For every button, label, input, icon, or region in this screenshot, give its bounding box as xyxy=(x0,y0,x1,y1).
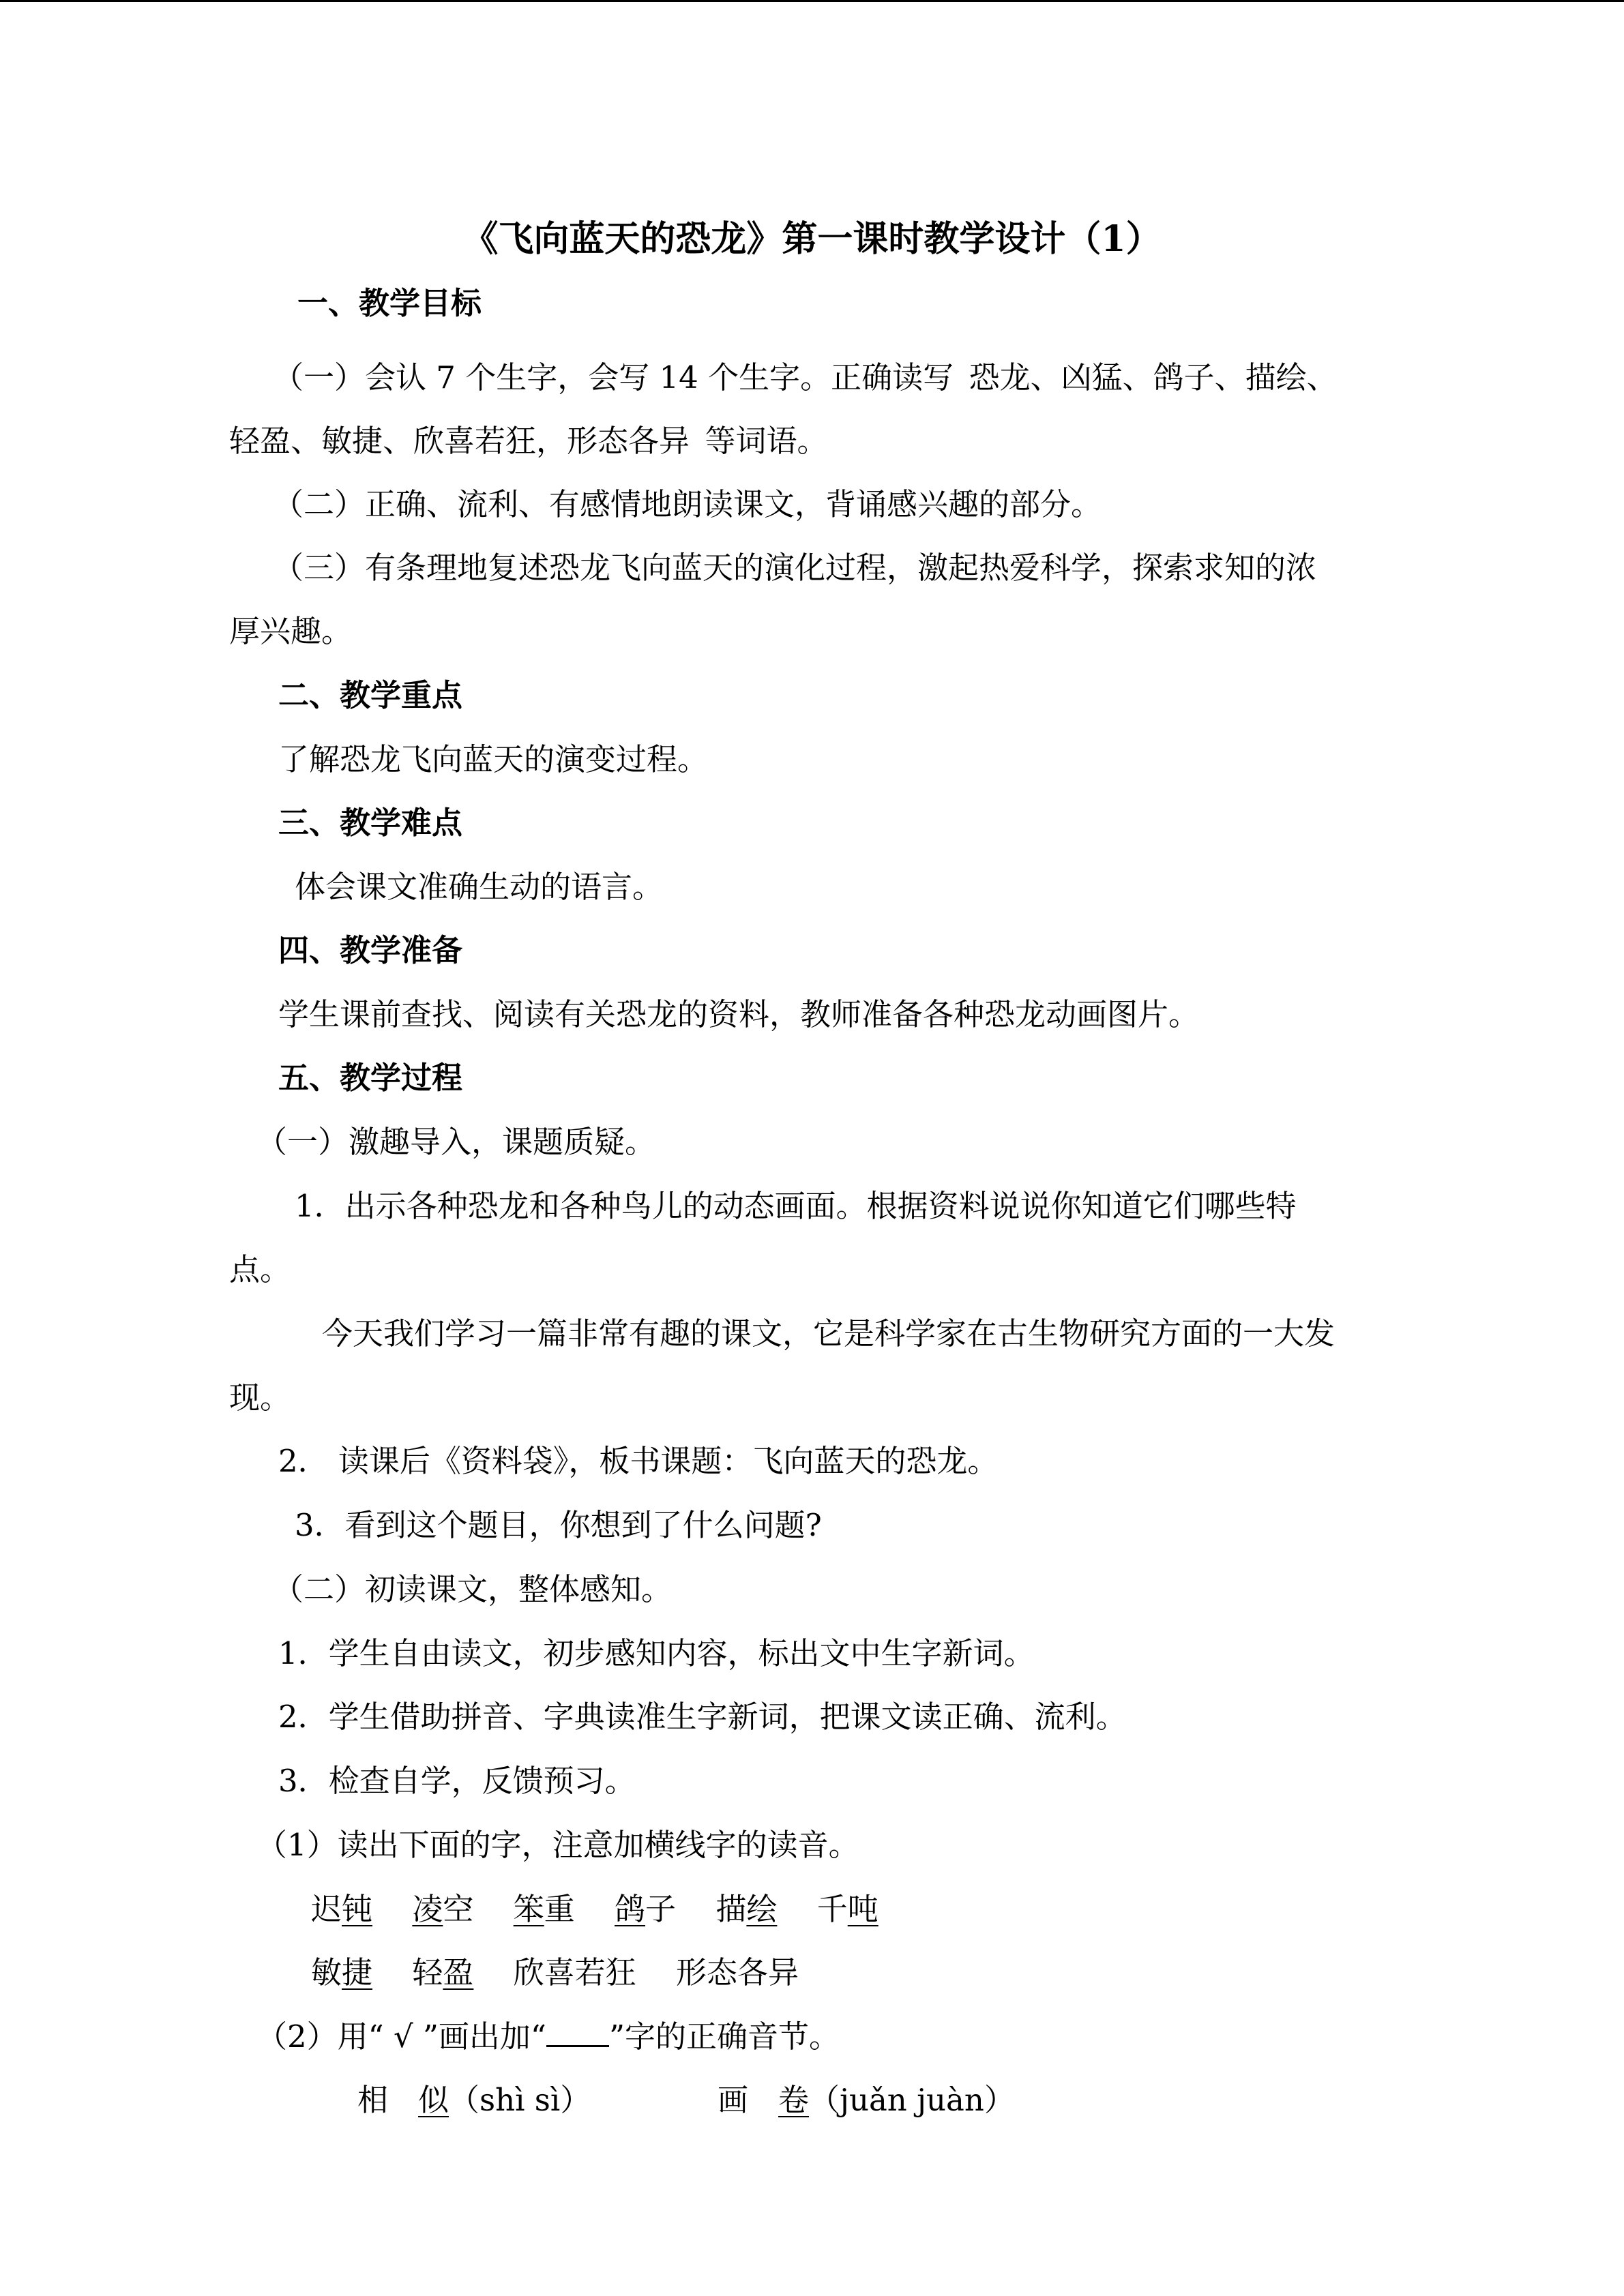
heading-teaching-goals: 一、教学目标 xyxy=(297,285,482,321)
heading-difficulties: 三、教学难点 xyxy=(278,805,463,841)
section-1-step-3: 3．看到这个题目，你想到了什么问题? xyxy=(295,1507,822,1543)
word-item xyxy=(715,1890,777,1928)
underlined-char: 绘 xyxy=(746,1891,778,1927)
word-char: 重 xyxy=(544,1891,575,1927)
pinyin-char: 相 xyxy=(357,2082,389,2118)
word-item: 形态各异 xyxy=(676,1954,799,1991)
goal-3-line-2: 厚兴趣。 xyxy=(229,613,353,649)
heading-key-points: 二、教学重点 xyxy=(278,677,463,713)
word-item: 欣喜若狂 xyxy=(513,1954,636,1991)
preparation-text: 学生课前查找、阅读有关恐龙的资料，教师准备各种恐龙动画图片。 xyxy=(278,996,1200,1032)
word-item xyxy=(615,1890,676,1928)
pinyin-char: 画 xyxy=(718,2082,749,2118)
underlined-char: 盈 xyxy=(443,1954,474,1991)
pinyin-item-2 xyxy=(718,2081,1015,2119)
underlined-char: 凌 xyxy=(412,1891,443,1927)
word-char: 轻 xyxy=(412,1954,443,1991)
exercise-2-text-start: （2）用“ √ ”画出加“ xyxy=(256,2018,546,2055)
goal-3-line-1: （三）有条理地复述恐龙飞向蓝天的演化过程，激起热爱科学，探索求知的浓 xyxy=(273,550,1317,586)
word-char: 千 xyxy=(816,1891,848,1927)
goal-1-line-2: 轻盈、敏捷、欣喜若狂，形态各异 等词语。 xyxy=(229,423,828,459)
pinyin-options: （juǎn juàn） xyxy=(809,2082,1015,2118)
word-item xyxy=(412,1890,473,1928)
underlined-char: 笨 xyxy=(513,1891,544,1927)
underlined-char: 钝 xyxy=(342,1891,373,1927)
goal-1-line-1: （一）会认 7 个生字，会写 14 个生字。正确读写 恐龙、凶猛、鸽子、描绘、 xyxy=(273,359,1338,396)
exercise-2-text-end: ”字的正确音节。 xyxy=(608,2018,840,2055)
word-item xyxy=(412,1954,473,1992)
underlined-char: 似 xyxy=(418,2082,449,2118)
section-1-intro-line-1: 今天我们学习一篇非常有趣的课文，它是科学家在古生物研究方面的一大发 xyxy=(322,1315,1335,1352)
word-item xyxy=(311,1890,372,1928)
section-2-step-2: 2．学生借助拼音、字典读准生字新词，把课文读正确、流利。 xyxy=(278,1699,1127,1735)
section-1-step-1-line-2: 点。 xyxy=(229,1251,291,1287)
section-1-step-1-line-1: 1．出示各种恐龙和各种鸟儿的动态画面。根据资料说说你知道它们哪些特 xyxy=(295,1188,1297,1224)
heading-process: 五、教学过程 xyxy=(278,1060,463,1096)
word-char: 迟 xyxy=(311,1891,342,1927)
word-row-2 xyxy=(311,1954,799,1992)
word-item xyxy=(817,1890,879,1928)
heading-preparation: 四、教学准备 xyxy=(278,932,463,968)
underlined-char: 捷 xyxy=(342,1954,373,1991)
word-char: 描 xyxy=(715,1891,747,1927)
word-char: 敏 xyxy=(311,1954,342,1991)
section-1-step-2: 2． 读课后《资料袋》，板书课题：飞向蓝天的恐龙。 xyxy=(278,1443,999,1479)
key-points-text: 了解恐龙飞向蓝天的演变过程。 xyxy=(278,741,709,777)
goal-2: （二）正确、流利、有感情地朗读课文，背诵感兴趣的部分。 xyxy=(273,486,1102,522)
underlined-char: 吨 xyxy=(847,1891,879,1927)
pinyin-item-1 xyxy=(357,2081,591,2119)
word-row-1 xyxy=(311,1890,879,1928)
underlined-char: 鸽 xyxy=(615,1891,646,1927)
section-2-heading: （二）初读课文，整体感知。 xyxy=(273,1571,673,1607)
pinyin-options: （shì sì） xyxy=(449,2082,591,2118)
section-1-heading: （一）激趣导入，课题质疑。 xyxy=(256,1124,656,1160)
document-title: 《飞向蓝天的恐龙》第一课时教学设计（1） xyxy=(462,218,1162,260)
top-border-rule xyxy=(0,0,1624,2)
section-1-intro-line-2: 现。 xyxy=(229,1380,291,1416)
exercise-1-prompt: （1）读出下面的字，注意加横线字的读音。 xyxy=(256,1827,859,1863)
section-2-step-1: 1．学生自由读文，初步感知内容，标出文中生字新词。 xyxy=(278,1635,1035,1671)
section-2-step-3: 3．检查自学，反馈预习。 xyxy=(278,1763,636,1799)
word-char: 空 xyxy=(443,1891,474,1927)
word-char: 子 xyxy=(645,1891,677,1927)
difficulties-text: 体会课文准确生动的语言。 xyxy=(295,869,664,905)
underlined-char: 卷 xyxy=(778,2082,810,2118)
word-item xyxy=(311,1954,372,1992)
word-item xyxy=(514,1890,575,1928)
exercise-2-prompt xyxy=(256,2018,840,2056)
underline-blank xyxy=(546,2019,609,2047)
